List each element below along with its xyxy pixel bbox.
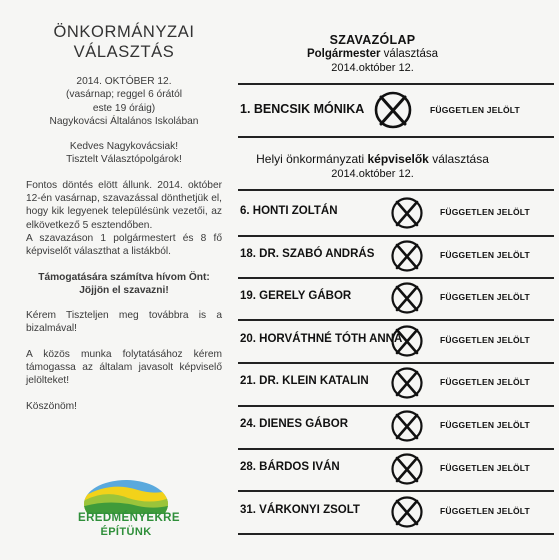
mayor-election-date: 2014.október 12. <box>331 62 414 74</box>
thanks: Köszönöm! <box>26 400 77 412</box>
vote-mark-icon <box>390 452 424 491</box>
call-to-vote: Támogatására számítva hívom Önt: Jöjjön el szavazni! <box>38 271 210 296</box>
divider <box>238 189 554 191</box>
candidate-name: 24. DIENES GÁBOR <box>240 418 348 430</box>
candidate-name: 21. DR. KLEIN KATALIN <box>240 375 369 387</box>
independent-tag: FÜGGETLEN JELÖLT <box>440 463 530 473</box>
vote-mark-icon <box>390 324 424 363</box>
candidate-row <box>230 491 559 533</box>
divider <box>238 136 554 138</box>
candidate-name: 1. BENCSIK MÓNIKA <box>240 102 365 116</box>
independent-tag: FÜGGETLEN JELÖLT <box>440 377 530 387</box>
vote-mark-icon <box>390 409 424 448</box>
logo-line2: ÉPÍTÜNK <box>100 526 152 538</box>
campaign-letter <box>26 22 222 425</box>
landscape-logo-icon <box>78 478 174 514</box>
paragraph-support: A közös munka folytatásához kérem támogassa az általam javasolt képviselő jelölteket! <box>26 348 222 387</box>
divider <box>238 533 554 535</box>
vote-mark-icon <box>390 366 424 405</box>
candidate-row <box>230 405 559 447</box>
independent-tag: FÜGGETLEN JELÖLT <box>440 292 530 302</box>
independent-tag: FÜGGETLEN JELÖLT <box>440 250 530 260</box>
paragraph-intro: Fontos döntés elött állunk. 2014. október 12-én vasárnap, szavazással dönthetjük el, hogy kik legyenek településünk vezetői, az elkövetkező 5 esztendőben. <box>26 179 222 231</box>
independent-tag: FÜGGETLEN JELÖLT <box>440 506 530 516</box>
election-time-end: este 19 óráig) <box>92 102 156 114</box>
candidate-name: 20. HORVÁTHNÉ TÓTH ANNA <box>240 333 403 345</box>
candidate-row <box>230 235 559 277</box>
candidate-row <box>230 192 559 234</box>
candidate-row <box>230 448 559 490</box>
independent-tag: FÜGGETLEN JELÖLT <box>440 420 530 430</box>
candidate-name: 18. DR. SZABÓ ANDRÁS <box>240 248 375 260</box>
election-title: ÖNKORMÁNYZAI VÁLASZTÁS <box>53 23 195 61</box>
logo-line1: EREDMÉNYEKRE <box>78 512 180 524</box>
candidate-row <box>230 320 559 362</box>
election-time: (vasárnap; reggel 6 órától <box>65 89 183 101</box>
independent-tag: FÜGGETLEN JELÖLT <box>430 105 520 115</box>
ballot <box>230 0 559 560</box>
divider <box>238 83 554 85</box>
election-date: 2014. OKTÓBER 12. <box>76 76 172 87</box>
vote-mark-icon <box>390 239 424 278</box>
paragraph-trust: Kérem Tiszteljen meg továbbra is a bizalmával! <box>26 310 222 335</box>
candidate-name: 28. BÁRDOS IVÁN <box>240 461 340 473</box>
party-logo <box>78 478 180 544</box>
candidate-name: 6. HONTI ZOLTÁN <box>240 205 338 217</box>
independent-tag: FÜGGETLEN JELÖLT <box>440 207 530 217</box>
candidate-name: 31. VÁRKONYI ZSOLT <box>240 504 360 516</box>
mayor-candidate-row <box>230 86 559 128</box>
election-place: Nagykovácsi Általános Iskolában <box>49 115 199 127</box>
candidate-row <box>230 277 559 319</box>
vote-mark-icon <box>390 196 424 235</box>
council-election-date: 2014.október 12. <box>331 168 414 180</box>
independent-tag: FÜGGETLEN JELÖLT <box>440 335 530 345</box>
mayor-election-subtitle: Polgármester választása <box>306 48 439 60</box>
council-election-subtitle: Helyi önkormányzati képviselők választása <box>256 152 489 166</box>
candidate-row <box>230 362 559 404</box>
paragraph-vote-count: A szavazáson 1 polgármestert és 8 fő képviselőt választhat a listákból. <box>26 232 222 258</box>
greeting: Kedves Nagykovácsiak! Tisztelt Választópolgárok! <box>66 141 182 166</box>
ballot-title: SZAVAZÓLAP <box>329 33 416 47</box>
vote-mark-icon <box>390 281 424 320</box>
vote-mark-icon <box>373 90 413 135</box>
election-info <box>26 75 222 128</box>
candidate-name: 19. GERELY GÁBOR <box>240 290 352 302</box>
vote-mark-icon <box>390 495 424 534</box>
